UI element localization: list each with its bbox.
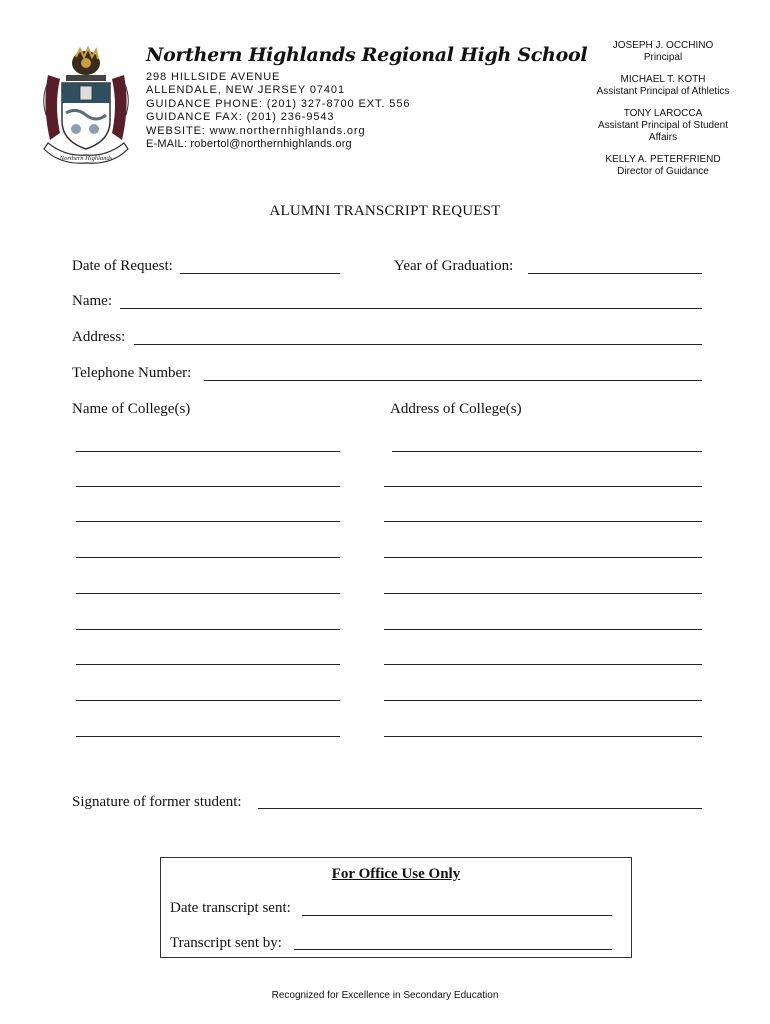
date-of-request-label: Date of Request: (72, 258, 173, 274)
staff-member (596, 108, 730, 143)
address-field[interactable] (134, 344, 702, 345)
college-address-field[interactable] (384, 593, 702, 594)
college-address-field[interactable] (384, 629, 702, 630)
college-address-field[interactable] (384, 557, 702, 558)
school-name: Northern Highlands Regional High School (146, 44, 588, 66)
staff-member (596, 74, 730, 97)
telephone-label: Telephone Number: (72, 365, 192, 381)
date-of-request-field[interactable] (180, 273, 340, 274)
college-address-field[interactable] (392, 451, 702, 452)
signature-label: Signature of former student: (72, 794, 242, 810)
address-line: GUIDANCE PHONE: (201) 327-8700 EXT. 556 (146, 97, 411, 110)
college-names-label: Name of College(s) (72, 401, 191, 417)
address-line: ALLENDALE, NEW JERSEY 07401 (146, 84, 345, 97)
staff-member (596, 154, 730, 177)
college-addresses-label: Address of College(s) (390, 401, 522, 417)
college-name-field[interactable] (76, 629, 340, 630)
signature-field[interactable] (258, 808, 702, 809)
footer-motto: Recognized for Excellence in Secondary Education (271, 990, 499, 1001)
year-of-graduation-field[interactable] (528, 273, 702, 274)
school-crest-logo (40, 45, 132, 169)
staff-name: KELLY A. PETERFRIEND (605, 154, 721, 166)
telephone-field[interactable] (204, 380, 702, 381)
staff-title: Assistant Principal of Student Affairs (597, 119, 729, 143)
college-name-field[interactable] (76, 700, 340, 701)
address-label: Address: (72, 329, 126, 345)
college-name-field[interactable] (76, 451, 340, 452)
school-address-block (146, 71, 410, 151)
address-line: 298 HILLSIDE AVENUE (146, 71, 281, 83)
college-name-field[interactable] (76, 664, 340, 665)
transcript-sent-by-label: Transcript sent by: (170, 935, 282, 951)
crest-banner-text: Northern Highlands (59, 155, 113, 162)
college-name-field[interactable] (76, 486, 340, 487)
office-use-title: For Office Use Only (331, 866, 461, 882)
staff-member (596, 40, 730, 63)
address-line: WEBSITE: www.northernhighlands.org (146, 124, 366, 137)
staff-title: Director of Guidance (617, 165, 709, 177)
date-transcript-sent-label: Date transcript sent: (170, 900, 291, 916)
staff-directory (596, 40, 730, 188)
document-title (0, 203, 770, 220)
office-use-box (160, 857, 632, 958)
college-address-field[interactable] (384, 700, 702, 701)
college-name-field[interactable] (76, 521, 340, 522)
staff-title: Assistant Principal of Athletics (596, 85, 730, 97)
college-address-field[interactable] (384, 736, 702, 737)
name-field[interactable] (120, 308, 702, 309)
college-name-field[interactable] (76, 593, 340, 594)
college-name-field[interactable] (76, 557, 340, 558)
staff-name: TONY LAROCCA (623, 108, 703, 120)
year-of-graduation-label: Year of Graduation: (394, 258, 514, 274)
college-address-field[interactable] (384, 486, 702, 487)
staff-name: MICHAEL T. KOTH (620, 74, 706, 86)
address-line: GUIDANCE FAX: (201) 236-9543 (146, 111, 335, 124)
college-name-field[interactable] (76, 736, 340, 737)
staff-name: JOSEPH J. OCCHINO (612, 40, 714, 51)
staff-title: Principal (643, 51, 683, 63)
document-title-text: ALUMNI TRANSCRIPT REQUEST (269, 203, 501, 219)
date-transcript-sent-field[interactable] (302, 915, 612, 916)
address-line-email: E-MAIL: robertol@northernhighlands.org (146, 138, 352, 151)
college-address-field[interactable] (384, 664, 702, 665)
transcript-sent-by-field[interactable] (294, 949, 612, 950)
college-address-field[interactable] (384, 521, 702, 522)
name-label: Name: (72, 293, 112, 309)
